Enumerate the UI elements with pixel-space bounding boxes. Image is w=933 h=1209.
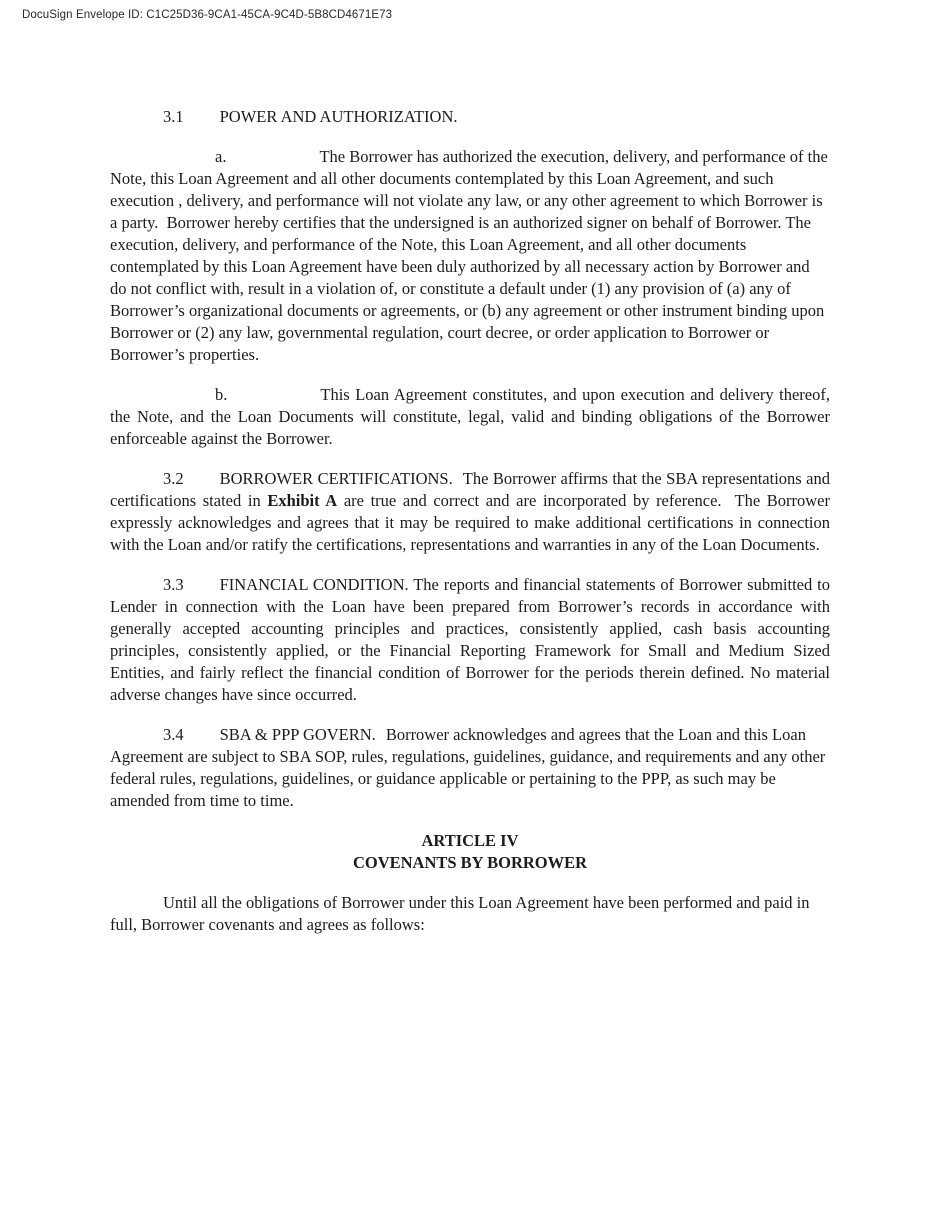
section-3-2-paragraph bbox=[110, 468, 830, 556]
closing-paragraph bbox=[110, 892, 830, 936]
section-3-3-paragraph bbox=[110, 574, 830, 706]
paragraph-a-text: The Borrower has authorized the execution, delivery, and performance of the Note, this Loan Agreement and all other documents contemplated by this Loan Agreement, and such execution , delivery, and performance will not violate any law, or any other agreement to which Borrower is a party. Borrower hereby certifies that the undersigned is an authorized signer on behalf of Borrower. The execution, delivery, and performance of the Note, this Loan Agreement, and all other documents contemplated by this Loan Agreement have been duly authorized by all necessary action by Borrower and do not conflict with, result in a violation of, or constitute a default under (1) any provision of (a) any of Borrower’s organizational documents or agreements, or (b) any agreement or other instrument binding upon Borrower or (2) any law, governmental regulation, court decree, or order application to Borrower or Borrower’s properties. bbox=[110, 147, 828, 364]
section-3-3-title: FINANCIAL CONDITION. bbox=[219, 575, 409, 594]
article-iv-heading bbox=[110, 830, 830, 874]
paragraph-a-label: a. bbox=[215, 147, 227, 166]
section-3-4-body: Borrower acknowledges and agrees that the Loan and this Loan Agreement are subject to SBA SOP, rules, regulations, guidelines, guidance, and requirements and any other federal rules, regulations, guidelines, or guidance applicable or pertaining to the PPP, as such may be amended from time to time. bbox=[110, 725, 826, 810]
article-iv-subtitle: COVENANTS BY BORROWER bbox=[352, 853, 588, 872]
paragraph-3-1-a bbox=[110, 146, 830, 366]
section-3-2-number: 3.2 bbox=[163, 469, 184, 488]
section-3-3-number: 3.3 bbox=[163, 575, 184, 594]
section-3-4-title: SBA & PPP GOVERN. bbox=[219, 725, 376, 744]
exhibit-a-reference: Exhibit A bbox=[267, 491, 338, 510]
section-3-4-paragraph bbox=[110, 724, 830, 812]
section-3-3-body: The reports and financial statements of Borrower submitted to Lender in connection with the Loan have been prepared from Borrower’s records in accordance with generally accepted accounting principles and practices, consistently applied, cash basis accounting principles, consistently applied, or the Financial Reporting Framework for Small and Medium Sized Entities, and fairly reflect the financial condition of Borrower for the periods therein defined. No material adverse changes have since occurred. bbox=[110, 575, 830, 704]
closing-text: Until all the obligations of Borrower under this Loan Agreement have been performed and paid in full, Borrower covenants and agrees as follows: bbox=[110, 893, 810, 934]
section-3-2-body-1: The Borrower affirms that the SBA representations and certifications stated in bbox=[110, 469, 830, 510]
section-3-1-title: POWER AND AUTHORIZATION. bbox=[219, 107, 458, 126]
section-3-4-number: 3.4 bbox=[163, 725, 184, 744]
paragraph-3-1-b bbox=[110, 384, 830, 450]
paragraph-b-label: b. bbox=[215, 385, 228, 404]
document-content bbox=[110, 106, 830, 954]
section-3-1-heading bbox=[110, 106, 830, 128]
section-3-2-body-2: are true and correct and are incorporated by reference. The Borrower expressly acknowledges and agrees that it may be required to make additional certifications in connection with the Loan and/or ratify the certifications, representations and warranties in any of the Loan Documents. bbox=[110, 491, 830, 554]
section-3-1-number: 3.1 bbox=[163, 107, 184, 126]
docusign-envelope-id: DocuSign Envelope ID: C1C25D36-9CA1-45CA-9C4D-5B8CD4671E73 bbox=[22, 9, 393, 21]
section-3-2-title: BORROWER CERTIFICATIONS. bbox=[219, 469, 453, 488]
article-iv-title: ARTICLE IV bbox=[421, 831, 519, 850]
paragraph-b-text: This Loan Agreement constitutes, and upon execution and delivery thereof, the Note, and the Loan Documents will constitute, legal, valid and binding obligations of the Borrower enforceable against the Borrower. bbox=[110, 385, 830, 448]
